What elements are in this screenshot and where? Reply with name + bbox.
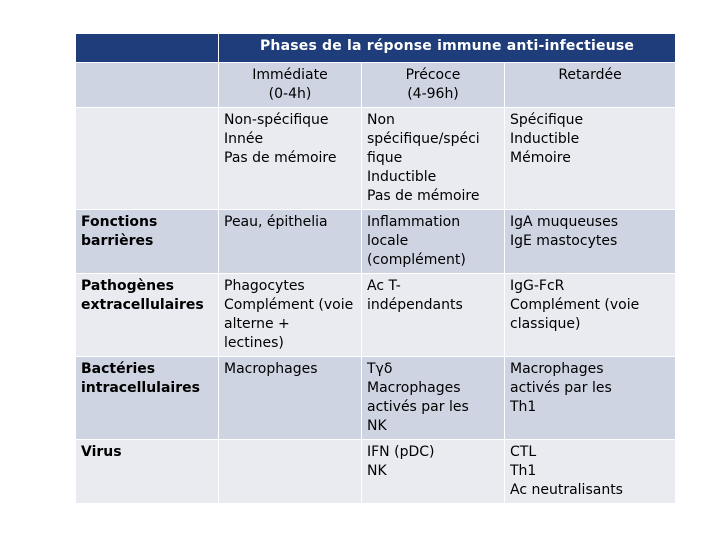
cell-virus-immediate	[219, 440, 362, 504]
cell-intracellular-delayed: Macrophages activés par les Th1	[505, 357, 676, 440]
cell-barrier-immediate: Peau, épithelia	[219, 210, 362, 274]
cell-virus-delayed: CTL Th1 Ac neutralisants	[505, 440, 676, 504]
cell-barrier-early: Inflammation locale (complément)	[362, 210, 505, 274]
phase-early	[362, 63, 505, 108]
characteristics-row	[76, 108, 676, 210]
phases-label-cell	[76, 63, 219, 108]
phases-row	[76, 63, 676, 108]
table-row-extracellular-pathogens	[76, 274, 676, 357]
characteristics-early: Non spécifique/spéci fique Inductible Pas de mémoire	[362, 108, 505, 210]
table-row-virus	[76, 440, 676, 504]
table-row-intracellular-bacteria	[76, 357, 676, 440]
table-row-barrier-functions	[76, 210, 676, 274]
row-label-intracellular-bacteria: Bactéries intracellulaires	[76, 357, 219, 440]
cell-intracellular-early: Tγδ Macrophages activés par les NK	[362, 357, 505, 440]
table-title-row	[76, 34, 676, 63]
cell-barrier-delayed: IgA muqueuses IgE mastocytes	[505, 210, 676, 274]
characteristics-label-cell	[76, 108, 219, 210]
header-corner-cell	[76, 34, 219, 63]
cell-extracellular-delayed: IgG-FcR Complément (voie classique)	[505, 274, 676, 357]
row-label-extracellular-pathogens: Pathogènes extracellulaires	[76, 274, 219, 357]
phase-delayed	[505, 63, 676, 108]
phase-immediate-range: (0-4h)	[268, 86, 312, 102]
phase-early-name: Précoce	[405, 67, 461, 83]
phase-immediate-name: Immédiate	[252, 67, 328, 83]
cell-virus-early: IFN (pDC) NK	[362, 440, 505, 504]
immune-response-table	[75, 33, 676, 504]
cell-intracellular-immediate: Macrophages	[219, 357, 362, 440]
phase-immediate	[219, 63, 362, 108]
cell-extracellular-early: Ac T- indépendants	[362, 274, 505, 357]
phase-early-range: (4-96h)	[407, 86, 459, 102]
characteristics-immediate: Non-spécifique Innée Pas de mémoire	[219, 108, 362, 210]
row-label-virus: Virus	[76, 440, 219, 504]
table-title: Phases de la réponse immune anti-infectieuse	[219, 34, 676, 63]
cell-extracellular-immediate: Phagocytes Complément (voie alterne + lectines)	[219, 274, 362, 357]
row-label-barrier-functions: Fonctions barrières	[76, 210, 219, 274]
phase-delayed-name: Retardée	[558, 67, 622, 83]
characteristics-delayed: Spécifique Inductible Mémoire	[505, 108, 676, 210]
